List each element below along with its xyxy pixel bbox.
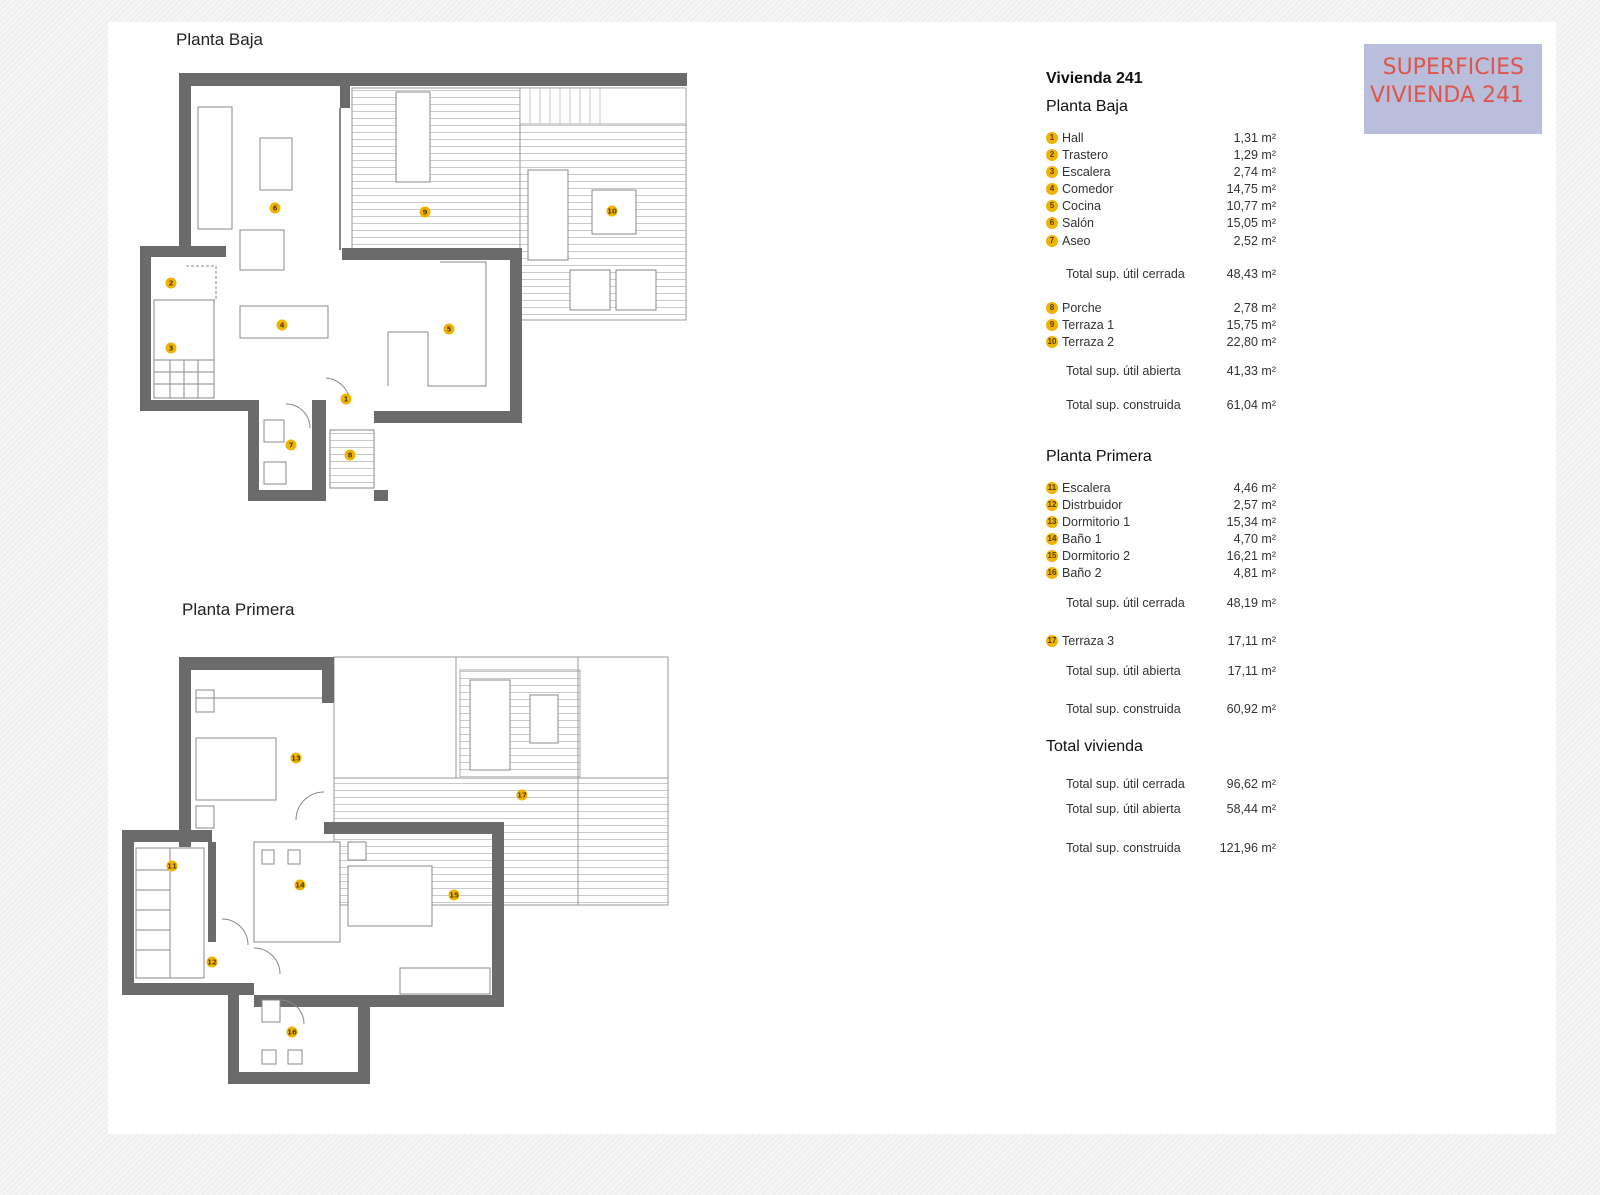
list-item: 9 Terraza 1 15,75 m²	[1046, 318, 1276, 334]
list-item: 15 Dormitorio 2 16,21 m²	[1047, 549, 1276, 563]
total-built: Total sup. construida 121,96 m²	[1066, 841, 1276, 855]
svg-text:4: 4	[279, 321, 285, 330]
first-floor-title: Planta Primera	[182, 600, 295, 619]
summary-title: Vivienda 241	[1046, 70, 1143, 87]
svg-text:15: 15	[449, 891, 459, 900]
svg-text:7: 7	[288, 441, 294, 450]
terrace-1-deck	[352, 88, 520, 256]
svg-text:10: 10	[607, 207, 617, 216]
ground-floor-title: Planta Baja	[176, 30, 263, 49]
total-heading: Total vivienda	[1046, 738, 1143, 755]
ground-total-built: Total sup. construida 61,04 m²	[1066, 398, 1276, 412]
ground-total-open: Total sup. útil abierta 41,33 m²	[1066, 364, 1276, 378]
total-closed: Total sup. útil cerrada 96,62 m²	[1066, 777, 1276, 791]
list-item: 11 Escalera 4,46 m²	[1047, 481, 1276, 495]
first-total-built: Total sup. construida 60,92 m²	[1066, 702, 1276, 716]
list-item: 8 Porche 2,78 m²	[1046, 301, 1276, 317]
svg-text:9: 9	[422, 208, 428, 217]
list-item: 7 Aseo 2,52 m²	[1046, 234, 1276, 250]
badge-line-2: VIVIENDA 241	[1369, 83, 1524, 108]
ground-heading: Planta Baja	[1046, 98, 1128, 115]
list-item: 10 Terraza 2 22,80 m²	[1047, 335, 1276, 349]
first-total-closed: Total sup. útil cerrada 48,19 m²	[1066, 596, 1276, 610]
badge-line-1: SUPERFICIES	[1382, 55, 1524, 80]
svg-text:17: 17	[517, 791, 527, 800]
list-item: 6 Salón 15,05 m²	[1046, 216, 1276, 232]
list-item: 12 Distrbuidor 2,57 m²	[1047, 498, 1276, 512]
svg-text:11: 11	[167, 862, 177, 871]
list-item: 1 Hall 1,31 m²	[1046, 131, 1276, 147]
list-item: 3 Escalera 2,74 m²	[1046, 165, 1276, 181]
first-total-open: Total sup. útil abierta 17,11 m²	[1066, 664, 1276, 678]
list-item: 5 Cocina 10,77 m²	[1046, 199, 1276, 215]
list-item: 16 Baño 2 4,81 m²	[1047, 566, 1276, 580]
list-item: 2 Trastero 1,29 m²	[1046, 148, 1276, 164]
svg-text:3: 3	[168, 344, 174, 353]
list-item: 13 Dormitorio 1 15,34 m²	[1047, 515, 1276, 529]
svg-text:12: 12	[207, 958, 217, 967]
svg-text:1: 1	[343, 395, 349, 404]
svg-text:2: 2	[168, 279, 174, 288]
svg-text:8: 8	[347, 451, 353, 460]
list-item: 14 Baño 1 4,70 m²	[1047, 532, 1276, 546]
list-item: 17 Terraza 3 17,11 m²	[1047, 634, 1276, 648]
svg-text:6: 6	[272, 204, 278, 213]
svg-text:14: 14	[295, 881, 305, 890]
svg-text:5: 5	[446, 325, 452, 334]
svg-text:16: 16	[287, 1028, 297, 1037]
total-open: Total sup. útil abierta 58,44 m²	[1066, 802, 1276, 816]
svg-text:13: 13	[291, 754, 301, 763]
ground-floor-plan	[140, 73, 687, 501]
first-heading: Planta Primera	[1046, 448, 1152, 465]
list-item: 4 Comedor 14,75 m²	[1046, 182, 1276, 198]
ground-total-closed: Total sup. útil cerrada 48,43 m²	[1066, 267, 1276, 281]
first-floor-plan	[122, 657, 668, 1084]
